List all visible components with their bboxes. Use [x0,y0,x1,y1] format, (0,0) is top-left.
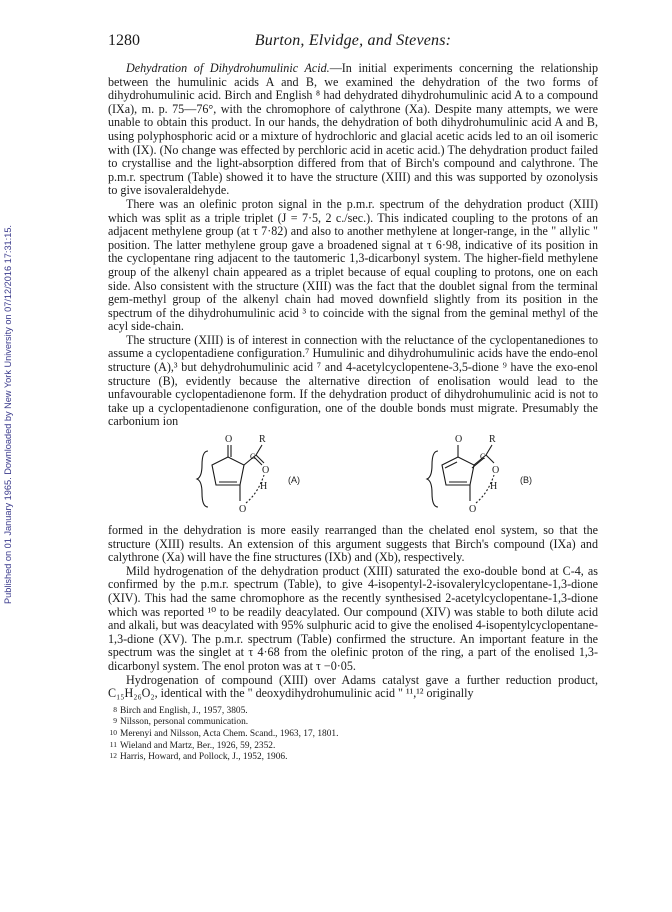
page-number: 1280 [108,32,140,49]
footnote [108,728,598,740]
paragraph-hydrogenation: Mild hydrogenation of the dehydration product (XIII) saturated the exo-double bond at C-4, as confirmed by the p.m.r. spectrum (Table), to give 4-isopentyl-2-isovalerylcyclopentane-1,3-dione (XIV). This had the same chromophore as the recently synthesised 2-acetylcyclopentane-1,3-dione which was reported ¹⁰ to be readily deacylated. Our compound (XIV) was stable to both dilute acid and alkali, but was deacylated with 95% sulphuric acid to give the enolised 4-isopentylcyclopentane-1,3-dione (XV). The p.m.r. spectrum (Table) confirmed the structure. An important feature in the spectrum was the singlet at τ 4·68 from the olefinic proton of the ring, a part of the enolised 1,3-dicarbonyl system. The enol proton was at τ −0·05. [108,563,598,673]
footnote-number: 9 [113,716,117,726]
label-b: (B) [520,475,532,486]
paragraph-structure: The structure (XIII) is of interest in connection with the reluctance of the cyclopentanediones to assume a cyclopentadiene configuration.⁷ Humulinic and dihydrohumulinic acids have the endo-enol structure (A),³ but dehydrohumulinic acid ⁷ and 4-acetylcyclopentene-3,5-dione ⁹ have the exo-enol structure (B), evidently because the alternative direction of enolisation would lead to the unfavourable cyclopentadienone form. If the dehydration product of dihydrohumulinic acid is not to take up a cyclopentadienone configuration, one of the double bonds must migrate. Presumably the carbonium ion [108,332,598,429]
section-heading: Dehydration of Dihydrohumulinic Acid. [126,61,330,75]
atom-h-a: H [260,481,268,493]
atom-r-a: R [259,434,266,446]
atom-r-b: R [489,434,496,446]
label-a: (A) [288,475,300,486]
atom-h-b: H [490,481,498,493]
footnote [108,705,598,717]
bracket-a [197,451,208,507]
paragraph-dehydration [108,62,598,198]
ring-a [212,457,244,485]
atom-o-b3: O [469,504,477,516]
footnote-text: Merenyi and Nilsson, Acta Chem. Scand., 1963, 17, 1801. [120,728,339,739]
footnote [108,740,598,752]
footnote-text: Harris, Howard, and Pollock, J., 1952, 1906. [120,752,288,763]
footnote-number: 11 [109,739,117,749]
structure-drawing [108,431,598,523]
atom-c-b: C [480,452,486,462]
article-body [108,62,598,763]
atom-o-a1: O [225,434,233,446]
atom-c-a: C [250,452,256,462]
footnote-text: Wieland and Martz, Ber., 1926, 59, 2352. [120,740,276,751]
footnote-text: Birch and English, J., 1957, 3805. [120,705,248,716]
footnote-number: 8 [113,704,117,714]
footnote [108,751,598,763]
footnote-text: Nilsson, personal communication. [120,717,249,728]
footnote [108,716,598,728]
paragraph-pmr: There was an olefinic proton signal in the p.m.r. spectrum of the dehydration product (XIII) which was split as a triple triplet (J = 7·5, 2 c./sec.). This indicated coupling to the protons of an adjacent methylene group (at τ 7·82) and also to another methylene at longer-range, in the " allylic " position. The latter methylene group gave a broadened signal at τ 6·98, indicative of its position in the cyclopentane ring adjacent to the tautomeric 1,3-dicarbonyl system. The higher-field methylene group of the alkenyl chain appeared as a triplet because of equal coupling to protons, one on each side. Also consistent with the structure (XIII) was the fact that the doublet signal from the terminal gem-methyl group of the alkenyl chain had moved downfield slightly from its position in the spectrum of the dihydrohumulinic acid ³ to coincide with the signal from the geminal methyl of the acyl side-chain. [108,196,598,334]
ring-b [442,457,474,485]
atom-o-b2: O [492,465,500,477]
download-stamp: Published on 01 January 1965. Downloaded by New York University on 07/12/2016 17:31:15. [3,225,13,605]
atom-o-a3: O [239,504,247,516]
footnotes [108,705,598,763]
atom-o-b1: O [455,434,463,446]
page-header [108,32,598,52]
footnote-number: 12 [109,751,117,761]
bracket-b [427,451,438,507]
running-head: Burton, Elvidge, and Stevens: [254,32,452,49]
enol-structures-figure [108,431,598,523]
paragraph-adams: Hydrogenation of compound (XIII) over Adams catalyst gave a further reduction product, C₁₅H₂₆O₂, identical with the " deoxydihydrohumulinic acid " ¹¹,¹² originally [108,672,598,701]
atom-o-a2: O [262,465,270,477]
footnote-number: 10 [109,727,117,737]
paragraph-text: —In initial experiments concerning the relationship between the humulinic acids A and B, we examined the dehydration of the two forms of dihydrohumulinic acid. Birch and English ⁸ had dehydrated dihydrohumulinic acid A to a compound (IXa), m. p. 75—76°, with the chromophore of calythrone (Xa). Despite many attempts, we were unable to obtain this product. In our hands, the dehydration of both dihydrohumulinic acid A and B, using polyphosphoric acid or a mixture of hydrochloric and glacial acetic acids led to an oil isomeric with (IX). (No change was effected by perchloric acid in acetic acid.) The dehydration product failed to crystallise and the light-absorption differed from that of Birch's compound and calythrone. The p.m.r. spectrum (Table) showed it to have the structure (XIII) and this was supported by ozonolysis to give isovaleraldehyde. [108,61,599,198]
paragraph-rearrangement: formed in the dehydration is more easily rearranged than the chelated enol system, so that the structure (XIII) results. An extension of this argument suggests that Birch's compound (IXa) and calythrone (Xa) will have the fine structures (IXb) and (Xb), respectively. [108,523,598,565]
